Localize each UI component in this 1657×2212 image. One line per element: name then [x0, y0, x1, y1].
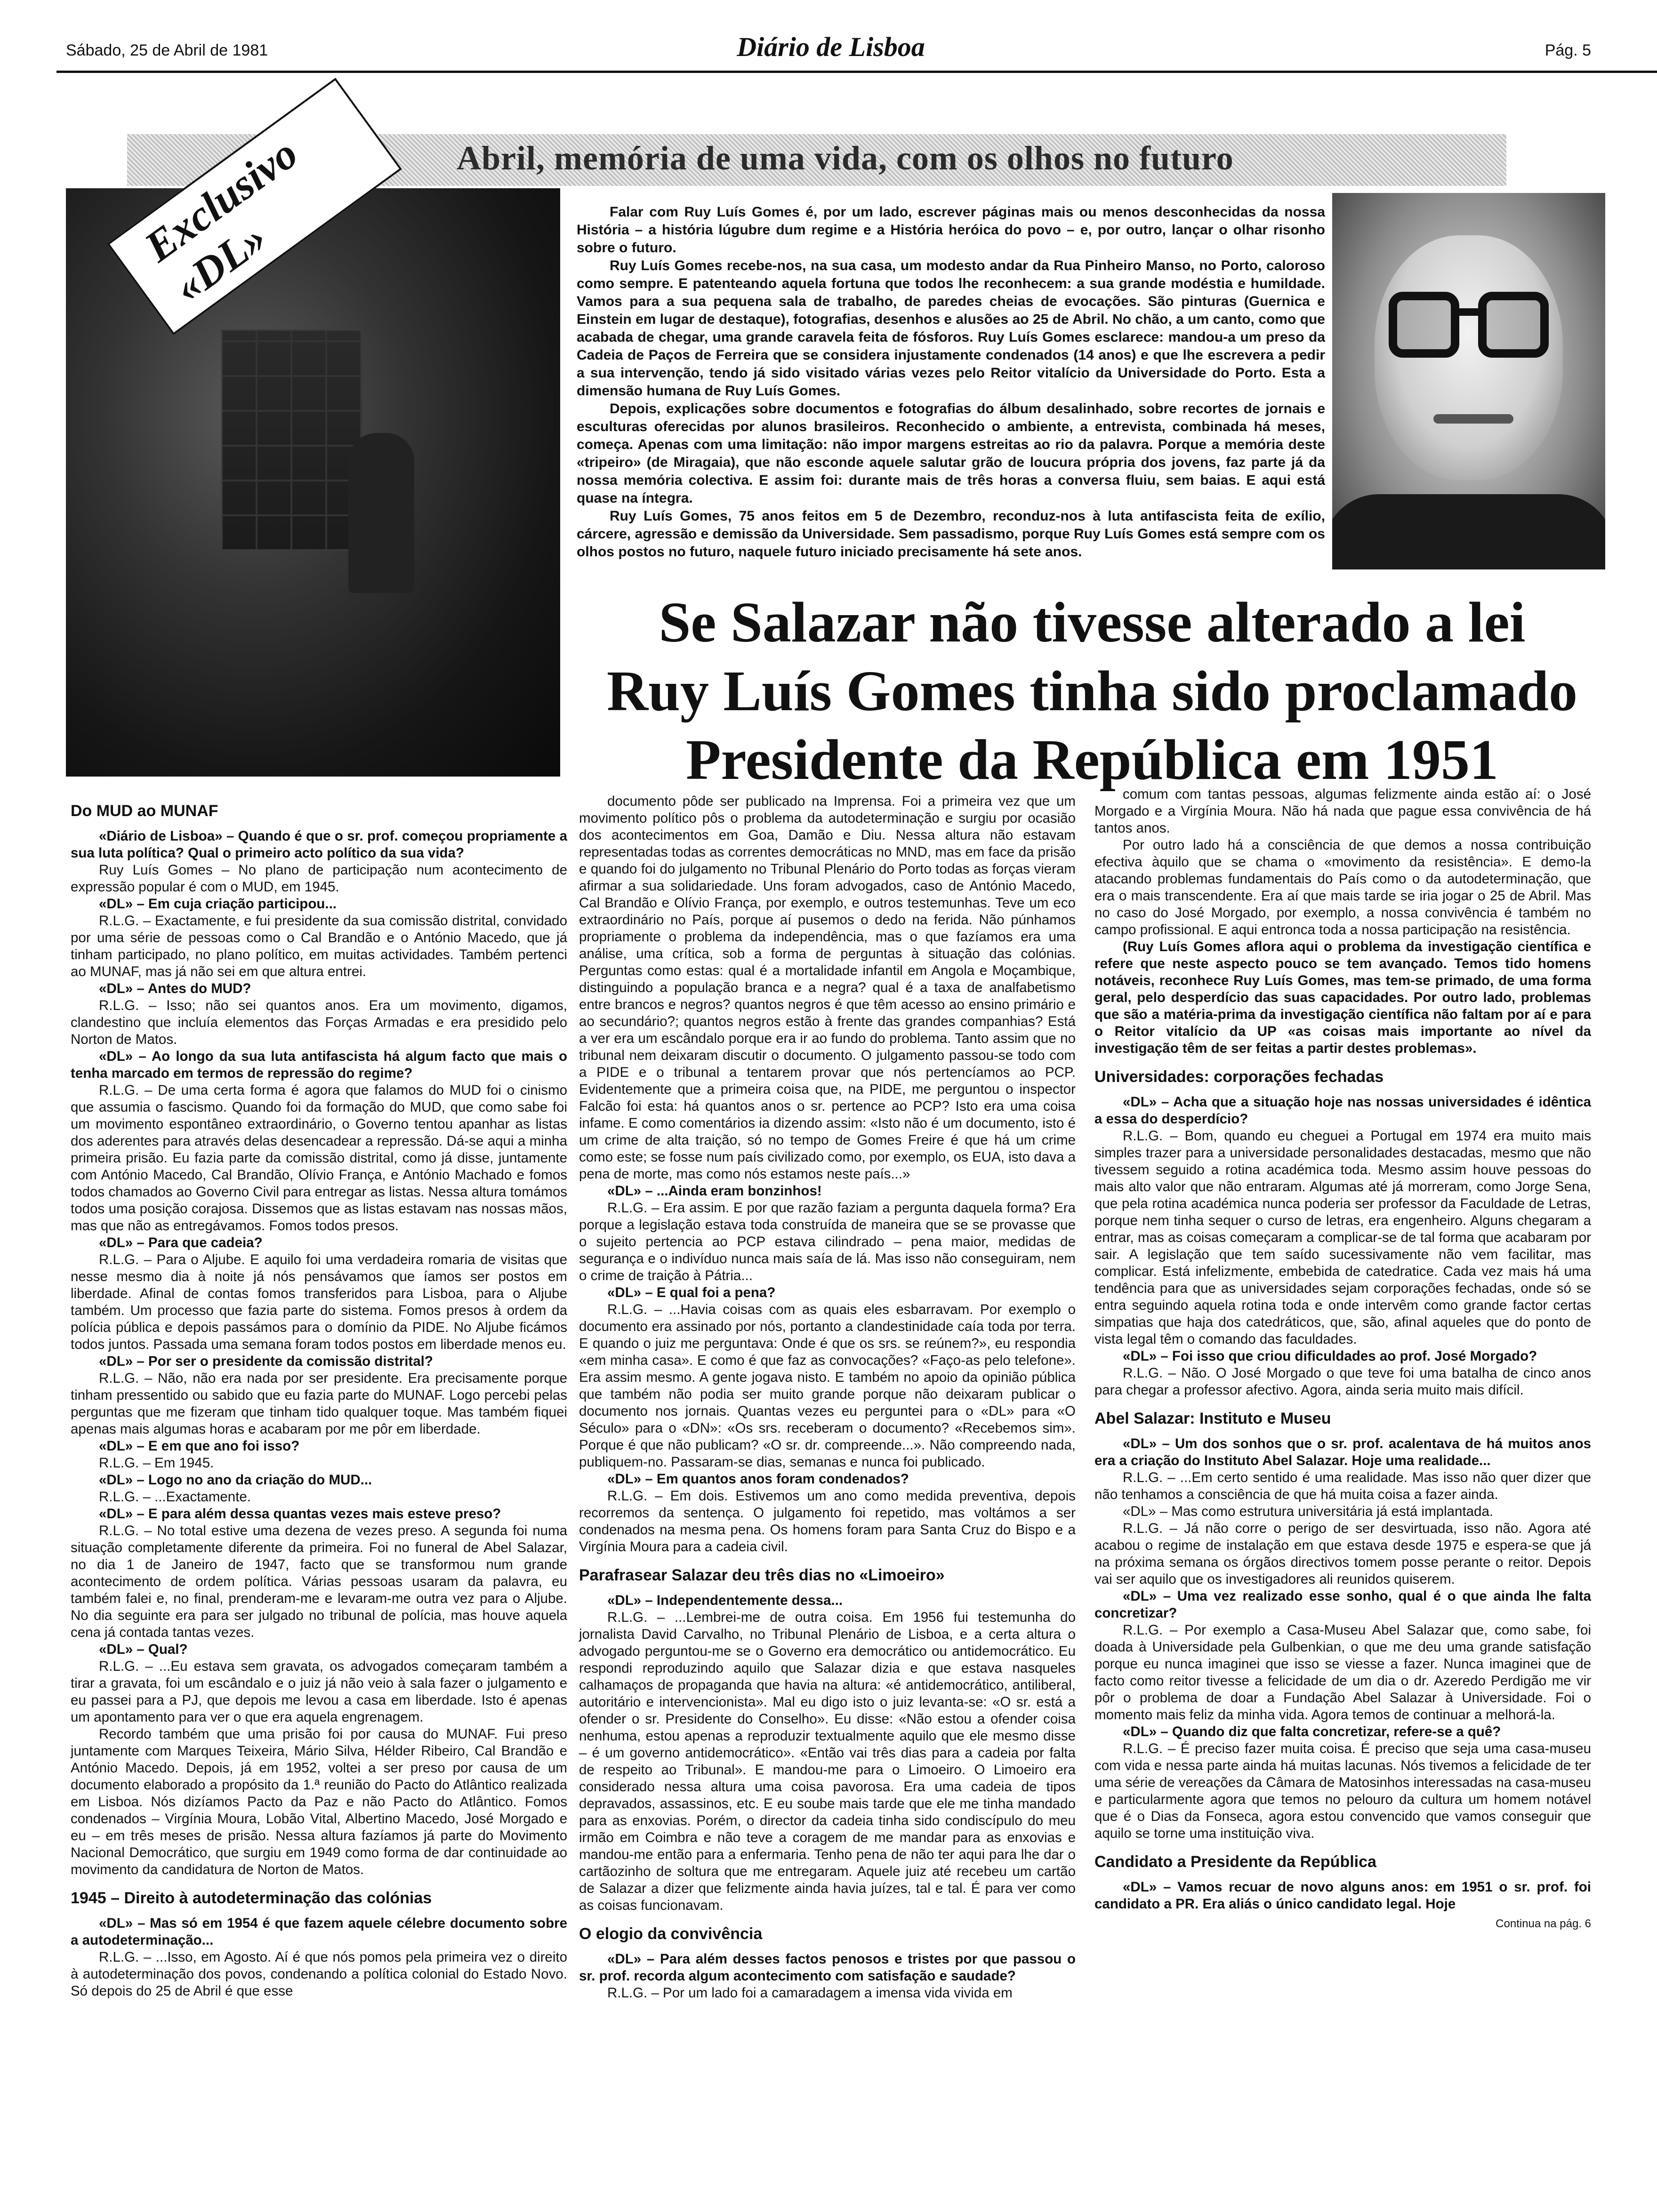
section-heading: O elogio da convivência: [579, 1925, 763, 1943]
answer: Por outro lado há a consciência de que demos a nossa contribuição efectiva àquilo que se chama o «movimento da resistência». E demo-la atacando problemas fundamentais do País como o da autodeterminação, que era o mais transcendente. Era aí que mais tarde se iria jogar o 25 de Abril. Mas no caso do José Morgado, por exemplo, a nossa convivência é também no campo profissional. E aqui entronca toda a nossa participação na resistência.: [1094, 837, 1591, 938]
answer: R.L.G. – ...Isso, em Agosto. Aí é que nós pomos pela primeira vez o direito à autodeterminação dos povos, condenando a política colonial do Estado Novo. Só depois do 25 de Abril é que esse: [71, 1949, 567, 1999]
glasses-right-lens: [1478, 292, 1549, 358]
question: «DL» – Vamos recuar de novo alguns anos: em 1951 o sr. prof. foi candidato a PR. Era aliás o único candidato legal. Hoje: [1094, 1879, 1591, 1912]
question: «DL» – Qual?: [99, 1642, 188, 1657]
portrait-face: [1375, 235, 1563, 480]
portrait-photo: [1332, 193, 1605, 569]
question: «DL» – Mas só em 1954 é que fazem aquele célebre documento sobre a autodeterminação...: [71, 1915, 567, 1948]
headline-line-1: Se Salazar não tivesse alterado a lei: [659, 591, 1526, 654]
question: «DL» – Independentemente dessa...: [607, 1593, 843, 1608]
banner-title: Abril, memória de uma vida, com os olhos no futuro: [457, 139, 1234, 177]
glasses-left-lens: [1389, 292, 1459, 358]
question: «DL» – Acha que a situação hoje nas nossas universidades é idêntica a essa do desperdício?: [1094, 1094, 1591, 1127]
question: «DL» – Em quantos anos foram condenados?: [607, 1471, 909, 1487]
question: «DL» – Ao longo da sua luta antifascista há algum facto que mais o tenha marcado em termos de repressão do regime?: [71, 1049, 567, 1081]
intro-paragraph: Ruy Luís Gomes recebe-nos, na sua casa, um modesto andar da Rua Pinheiro Manso, no Porto, caloroso como sempre. E patenteando aquela fortuna que todos lhe reconhecem: a sua grande modéstia e humildade. Vamos para a sua pequena sala de trabalho, de paredes cheias de evocações. São pinturas (Guernica e Einstein em lugar de destaque), fotografias, desenhos e alusões ao 25 de Abril. No chão, a um canto, como que acabada de chegar, uma grande caravela feita de fósforos. Ruy Luís Gomes esclarece: mandou-a um preso da Cadeia de Paços de Ferreira que se considera injustamente condenados (14 anos) e que lhe escrevera a pedir a sua intervenção, tendo já sido visitado várias vezes pelo Reitor vitalício da Universidade do Porto. Esta a dimensão humana de Ruy Luís Gomes.: [577, 258, 1325, 399]
exclusive-label: Exclusivo «DL»: [107, 78, 402, 335]
section-heading: Parafrasear Salazar deu três dias no «Limoeiro»: [579, 1566, 945, 1584]
photo-window: [221, 329, 362, 551]
article-column-1: [71, 793, 567, 2000]
answer: R.L.G. – Não, não era nada por ser presidente. Era precisamente porque tinham pressentido ou sabido que eu fazia parte do MUNAF. Logo percebi pelas perguntas que me fizeram que tinham tido qualquer toque. Mas também fiquei apenas mais algumas horas e acabaram por me pôr em liberdade.: [71, 1370, 567, 1437]
answer: R.L.G. – Bom, quando eu cheguei a Portugal em 1974 era muito mais simples trazer para a universidade personalidades destacadas, mesmo que não tivessem seguido a rotina académica toda. Mesmo assim houve pessoas do mais alto valor que não entraram. Algumas até já morreram, como Jorge Sena, que pela rotina académica nunca poderia ser professor da Faculdade de Letras, porque nem tinha sequer o curso de letras, era engenheiro. Alguns chegaram a entrar, mas as coisas começaram a complicar-se de tal forma que acabaram por sair. A legislação que tem saído sucessivamente não vem facilitar, mas complicar. Está infelizmente, embebida de catedratice. Cada vez mais há uma tendência para que as universidades sejam corporações fechadas, onde só se entra seguindo aquela rotina toda e onde intervêm como grande factor certas simpatias que haja dos catedráticos, que, são, afinal aqueles que do ponto de vista legal têm o comando das faculdades.: [1094, 1128, 1591, 1347]
answer: R.L.G. – Exactamente, e fui presidente da sua comissão distrital, convidado por uma série de pessoas como o Cal Brandão e o António Macedo, que já tinham participado, no plano político, em muitas actividades. Também pertenci ao MUNAF, mas já não sei em que altura entrei.: [71, 913, 567, 979]
newspaper-masthead: Diário de Lisboa: [737, 32, 925, 62]
question: «DL» – Uma vez realizado esse sonho, qual é o que ainda lhe falta concretizar?: [1094, 1588, 1591, 1621]
question: «DL» – Para que cadeia?: [99, 1235, 263, 1250]
section-heading: Abel Salazar: Instituto e Museu: [1094, 1410, 1331, 1427]
photo-figure: [348, 433, 414, 593]
answer: R.L.G. – Para o Aljube. E aquilo foi uma verdadeira romaria de visitas que nesse mesmo dia à noite já nós pensávamos que íamos ser postos em liberdade. Afinal de contas fomos transferidos para Lisboa, para o Aljube também. Um processo que fazia parte do sistema. Fomos presos à ordem da polícia pública e depois passámos para o domínio da PIDE. No Aljube ficámos todos juntos. Passada uma semana foram todos postos em liberdade menos eu.: [71, 1252, 567, 1352]
question: «DL» – ...Ainda eram bonzinhos!: [607, 1183, 822, 1199]
question: «DL» – Em cuja criação participou...: [99, 896, 337, 912]
intro-paragraph: Falar com Ruy Luís Gomes é, por um lado, escrever páginas mais ou menos desconhecidas da nossa História – a história lúgubre dum regime e a História heróica do povo – e, por outro, lançar o olhar risonho sobre o futuro.: [577, 204, 1325, 256]
answer: comum com tantas pessoas, algumas felizmente ainda estão aí: o José Morgado e a Virgínia Moura. Não há nada que pague essa convivência de há tantos anos.: [1094, 786, 1591, 836]
answer: R.L.G. – Em dois. Estivemos um ano como medida preventiva, depois recorremos da sentença. O julgamento foi repetido, mas voltámos a ser condenados na mesma pena. Os homens foram para Santa Cruz do Bispo e a Virgínia Moura para a cadeia civil.: [579, 1488, 1076, 1555]
answer: R.L.G. – Em 1945.: [99, 1455, 214, 1471]
answer: R.L.G. – É preciso fazer muita coisa. É preciso que seja uma casa-museu com vida e nessa parte ainda há muitas lacunas. Nós tivemos a felicidade de ter uma série de vereações da Câmara de Matosinhos interessadas na casa-museu e particularmente agora que temos no pelouro da cultura um homem notável que é o Dias da Fonseca, agora estou convencido que vamos conseguir que aquilo se torne uma instituição viva.: [1094, 1741, 1591, 1841]
answer: R.L.G. – ...Em certo sentido é uma realidade. Mas isso não quer dizer que não tenhamos a consciência de que há muita coisa a fazer ainda.: [1094, 1470, 1591, 1502]
answer: R.L.G. – ...Exactamente.: [99, 1489, 251, 1505]
answer: R.L.G. – ...Havia coisas com as quais eles esbarravam. Por exemplo o documento era assinado por nós, portanto a clandestinidade caía toda por terra. E quando o juiz me perguntava: Onde é que os srs. se reúnem?», eu respondia «em minha casa». E como é que faz as convocações? «Faço-as pelo telefone». Era assim mesmo. A gente jogava nisto. E também no apoio da opinião pública que também não podia ser muito grande porque não deixaram publicar o documento nos jornais. Quantas vezes eu perguntei para o «DL» para «O Século» para o «DN»: «Os srs. receberam o documento? «Recebemos sim». Porque é que não publicam? «O sr. dr. compreende...». Não compreendo nada, publiquem-no. Passaram-se dias, semanas e nunca foi publicado.: [579, 1302, 1076, 1470]
section-heading: 1945 – Direito à autodeterminação das colónias: [71, 1889, 432, 1907]
intro-paragraph: Depois, explicações sobre documentos e fotografias do álbum desalinhado, sobre recortes de jornais e esculturas oferecidas por alunos brasileiros. Reconhecido o ambiente, a entrevista, combinada há meses, começa. Apenas com uma limitação: não impor margens estreitas ao rio da palavra. Porque a memória deste «tripeiro» (de Miragaia), que não esconde aquele salutar grão de loucura própria dos jovens, faz parte já da nossa memória colectiva. E assim foi: durante mais de três horas a conversa fluiu, sem baias. E aqui está quase na íntegra.: [577, 401, 1325, 506]
question: «DL» – Logo no ano da criação do MUD...: [99, 1472, 372, 1488]
question: «DL» – Mas como estrutura universitária já está implantada.: [1123, 1504, 1494, 1519]
question: «Diário de Lisboa» – Quando é que o sr. prof. começou propriamente a sua luta política? Qual o primeiro acto político da sua vida?: [71, 828, 567, 861]
answer: R.L.G. – Por um lado foi a camaradagem a imensa vida vivida em: [607, 1985, 1013, 2001]
section-heading: Universidades: corporações fechadas: [1094, 1068, 1384, 1086]
glasses-bridge: [1456, 308, 1484, 316]
question: «DL» – Um dos sonhos que o sr. prof. acalentava de há muitos anos era a criação do Instituto Abel Salazar. Hoje uma realidade...: [1094, 1436, 1591, 1468]
headline-line-2: Ruy Luís Gomes tinha sido proclamado: [607, 659, 1577, 723]
question: «DL» – Antes do MUD?: [99, 981, 251, 996]
question: «DL» – Foi isso que criou dificuldades ao prof. José Morgado?: [1123, 1348, 1537, 1364]
question: «DL» – Para além desses factos penosos e tristes por que passou o sr. prof. recorda algum acontecimento com satisfação e saudade?: [579, 1951, 1076, 1984]
answer: documento pôde ser publicado na Imprensa. Foi a primeira vez que um movimento político pôs o problema da autodeterminação e surgiu por ocasião dos acontecimentos em Goa, Damão e Diu. Nessa altura não estavam representadas todas as correntes democráticas no MND, mas em face da prisão e quando foi do julgamento no Tribunal Plenário do Porto todas as forças vieram afirmar a sua solidariedade. Uns foram advogados, caso de António Macedo, Cal Brandão e Olívio França, por exemplo, e outros testemunhas. Teve um eco extraordinário no País, porque aí pusemos o dedo na ferida. Não púnhamos propriamente o problema da independência, mas o que fazíamos era uma análise, uma crítica, sob a forma de perguntas à situação das colónias. Perguntas como estas: qual é a mortalidade infantil em Angola e Moçambique, distinguindo a população branca e a negra? qual é a taxa de analfabetismo entre brancos e negros? quantos negros é que têm acesso ao ensino primário e ao secundário?; quantos negros estão à frente das grandes companhias? Está a ver era um escândalo porque era ir ao fundo do problema. Tanto assim que no tribunal nem deixaram discutir o documento. O julgamento passou-se todo com a PIDE e o tribunal a tentarem provar que nós pertencíamos ao PCP. Evidentemente que a primeira coisa que, na PIDE, me perguntou o inspector Falcão foi esta: há quantos anos o sr. pertence ao PCP? Isto era uma coisa infame. E como comentários ia dizendo assim: «Isto não é um documento, isto é um crime de alta traição, só no tempo de Gomes Freire é que há um crime como este; se fosse num país civilizado como, por exemplo, os EUA, isto dava a pena de morte, mas como nós estamos neste país...»: [579, 793, 1076, 1182]
section-heading: Candidato a Presidente da República: [1094, 1853, 1376, 1871]
question: «DL» – E em que ano foi isso?: [99, 1438, 300, 1454]
editorial-note: (Ruy Luís Gomes aflora aqui o problema da investigação científica e refere que neste aspecto pouco se tem avançado. Temos tido homens notáveis, reconhece Ruy Luís Gomes, mas tem-se primado, de uma forma geral, pelo desperdício das suas capacidades. Por outro lado, problemas que são a matéria-prima da investigação científica não faltam por aí e para o Reitor vitalício da UP «as coisas mais importante ao nível da investigação têm de ser feitas a partir destes problemas».: [1094, 939, 1591, 1056]
answer: R.L.G. – Era assim. E por que razão faziam a pergunta daquela forma? Era porque a legislação estava toda construída de maneira que se se provasse que o sujeito pertencia ao PCP estava cilindrado – pena maior, medidas de segurança e o indivíduo nunca mais saía de lá. Mas isso não conseguiram, nem o crime de traição à Pátria...: [579, 1200, 1076, 1283]
answer: R.L.G. – No total estive uma dezena de vezes preso. A segunda foi numa situação completamente diferente da primeira. Foi no funeral de Abel Salazar, no dia 1 de Janeiro de 1947, facto que se transformou num grande acontecimento de ordem política. Várias pessoas usaram da palavra, eu também falei e, no final, prenderam-me e levaram-me outra vez para o Aljube. No dia seguinte era para ser julgado no tribunal de polícia, mas houve aquela cena já contada tantas vezes.: [71, 1523, 567, 1640]
header-rule: [56, 71, 1657, 73]
question: «DL» – E qual foi a pena?: [607, 1285, 776, 1300]
answer: R.L.G. – Por exemplo a Casa-Museu Abel Salazar que, como sabe, foi doada à Universidade pela Gulbenkian, o que me deu uma grande satisfação porque eu nunca imaginei que isso se viesse a fazer. Nunca imaginei que de facto como reitor tivesse a felicidade de um dia o dr. Azeredo Perdigão me vir pôr o problema de doar a Fundação Abel Salazar à Universidade. Foi o momento mais feliz da minha vida. Agora temos de continuar a melhorá-la.: [1094, 1622, 1591, 1723]
answer: R.L.G. – Não. O José Morgado o que teve foi uma batalha de cinco anos para chegar a professor afectivo. Agora, ainda seria muito mais difícil.: [1094, 1365, 1591, 1398]
issue-date: Sábado, 25 de Abril de 1981: [66, 41, 268, 59]
answer: R.L.G. – De uma certa forma é agora que falamos do MUD foi o cinismo que assumia o fascismo. Quando foi da formação do MUD, que como sabe foi um movimento espontâneo extraordinário, o Governo tentou apanhar as listas dos aderentes para através delas desencadear a repressão. Dá-se aqui a minha primeira prisão. Eu fazia parte da comissão distrital, como já disse, juntamente com António Macedo, Cal Brandão, Olívio França, e António Machado e fomos todos chamados ao Governo Civil para entregar as listas. Nessa altura tomámos todos uma posição corajosa. Dissemos que as listas estavam nas nossas mãos, mas que não as entregávamos. Fomos todos presos.: [71, 1082, 567, 1234]
answer: Recordo também que uma prisão foi por causa do MUNAF. Fui preso juntamente com Marques Teixeira, Mário Silva, Hélder Ribeiro, Cal Brandão e António Macedo. Depois, já em 1952, voltei a ser preso por causa de um documento elaborado a propósito da 1.ª reunião do Pacto do Atlântico realizada em Lisboa. Nós dizíamos Pacto da Paz e não Pacto do Atlântico. Fomos condenados – Virgínia Moura, Lobão Vital, Albertino Macedo, José Morgado e eu – em três meses de prisão. Nessa altura fazíamos já parte do Movimento Nacional Democrático, que surgiu em 1949 como forma de dar continuidade ao movimento da candidatura de Norton de Matos.: [71, 1726, 567, 1877]
headline: [574, 588, 1610, 794]
question: «DL» – Quando diz que falta concretizar, refere-se a quê?: [1123, 1724, 1501, 1739]
portrait-suit: [1332, 494, 1605, 569]
question: «DL» – Por ser o presidente da comissão distrital?: [99, 1354, 433, 1369]
headline-line-3: Presidente da República em 1951: [686, 728, 1498, 792]
continued-note: Continua na pág. 6: [1496, 1917, 1591, 1930]
portrait-mouth: [1433, 414, 1513, 424]
intro-paragraph: Ruy Luís Gomes, 75 anos feitos em 5 de Dezembro, reconduz-nos à luta antifascista feita de exílio, cárcere, agressão e demissão da Universidade. Sem passadismo, porque Ruy Luís Gomes está sempre com os olhos postos no futuro, naquele futuro iniciado precisamente há sete anos.: [577, 508, 1325, 560]
article-column-3: [1094, 786, 1591, 1932]
answer: R.L.G. – ...Eu estava sem gravata, os advogados começaram também a tirar a gravata, foi um escândalo e o juiz já não veio à sala fazer o julgamento e eu passei para a PJ, que depois me levou a casa em liberdade. Isto é apenas um apontamento para ver o que era aquela engrenagem.: [71, 1659, 567, 1725]
answer: R.L.G. – Isso; não sei quantos anos. Era um movimento, digamos, clandestino que incluía elementos das Forças Armadas e era presidido pelo Norton de Matos.: [71, 998, 567, 1047]
answer: Ruy Luís Gomes – No plano de participação num acontecimento de expressão popular é com o MUD, em 1945.: [71, 862, 567, 895]
page-number: Pág. 5: [1544, 41, 1591, 59]
section-heading: Do MUD ao MUNAF: [71, 802, 218, 820]
answer: R.L.G. – ...Lembrei-me de outra coisa. Em 1956 fui testemunha do jornalista David Carvalho, no Tribunal Plenário de Lisboa, e a certa altura o advogado perguntou-me se o Governo era democrático ou antidemocrático. Eu respondi reproduzindo aquilo que Salazar dizia e que estava nasqueles calhamaços de propaganda que havia na altura: «é antidemocrático, antiliberal, autoritário e intervencionista». Mal eu digo isto o juiz levanta-se: «O sr. está a ofender o sr. Presidente do Conselho». Eu disse: «Não estou a ofender coisa nenhuma, estou apenas a reproduzir textualmente aquilo que ele mesmo disse – é um governo antidemocrático». «Então vai três dias para a cadeia por falta de respeito ao Tribunal». E mandou-me para o Limoeiro. O Limoeiro era considerado nessa altura uma coisa pavorosa. Era uma cadeia de tipos depravados, assassinos, etc. E eu soube mais tarde que ele me tinha mandado para as enxovias. Porém, o director da cadeia tinha sido condiscípulo do meu irmão em Coimbra e não teve a coragem de me mandar para as enxovias e mandou-me então para a enfermaria. Tenho pena de não ter aqui para lhe dar o cartãozinho de soltura que me entregaram. Aquele juiz até recebeu um cartão de Salazar a dizer que felizmente ainda havia juízes, tal e tal. É para ver como as coisas funcionavam.: [579, 1610, 1076, 1913]
answer: R.L.G. – Já não corre o perigo de ser desvirtuada, isso não. Agora até acabou o regime de instalação em que estava desde 1975 e espera-se que já na próxima semana os órgãos directivos tomem posse perante o reitor. Depois vai ser aquilo que os investigadores ali reunidos quiserem.: [1094, 1521, 1591, 1587]
question: «DL» – E para além dessa quantas vezes mais esteve preso?: [99, 1506, 501, 1522]
article-intro: [577, 203, 1325, 561]
article-column-2: [579, 793, 1076, 2002]
